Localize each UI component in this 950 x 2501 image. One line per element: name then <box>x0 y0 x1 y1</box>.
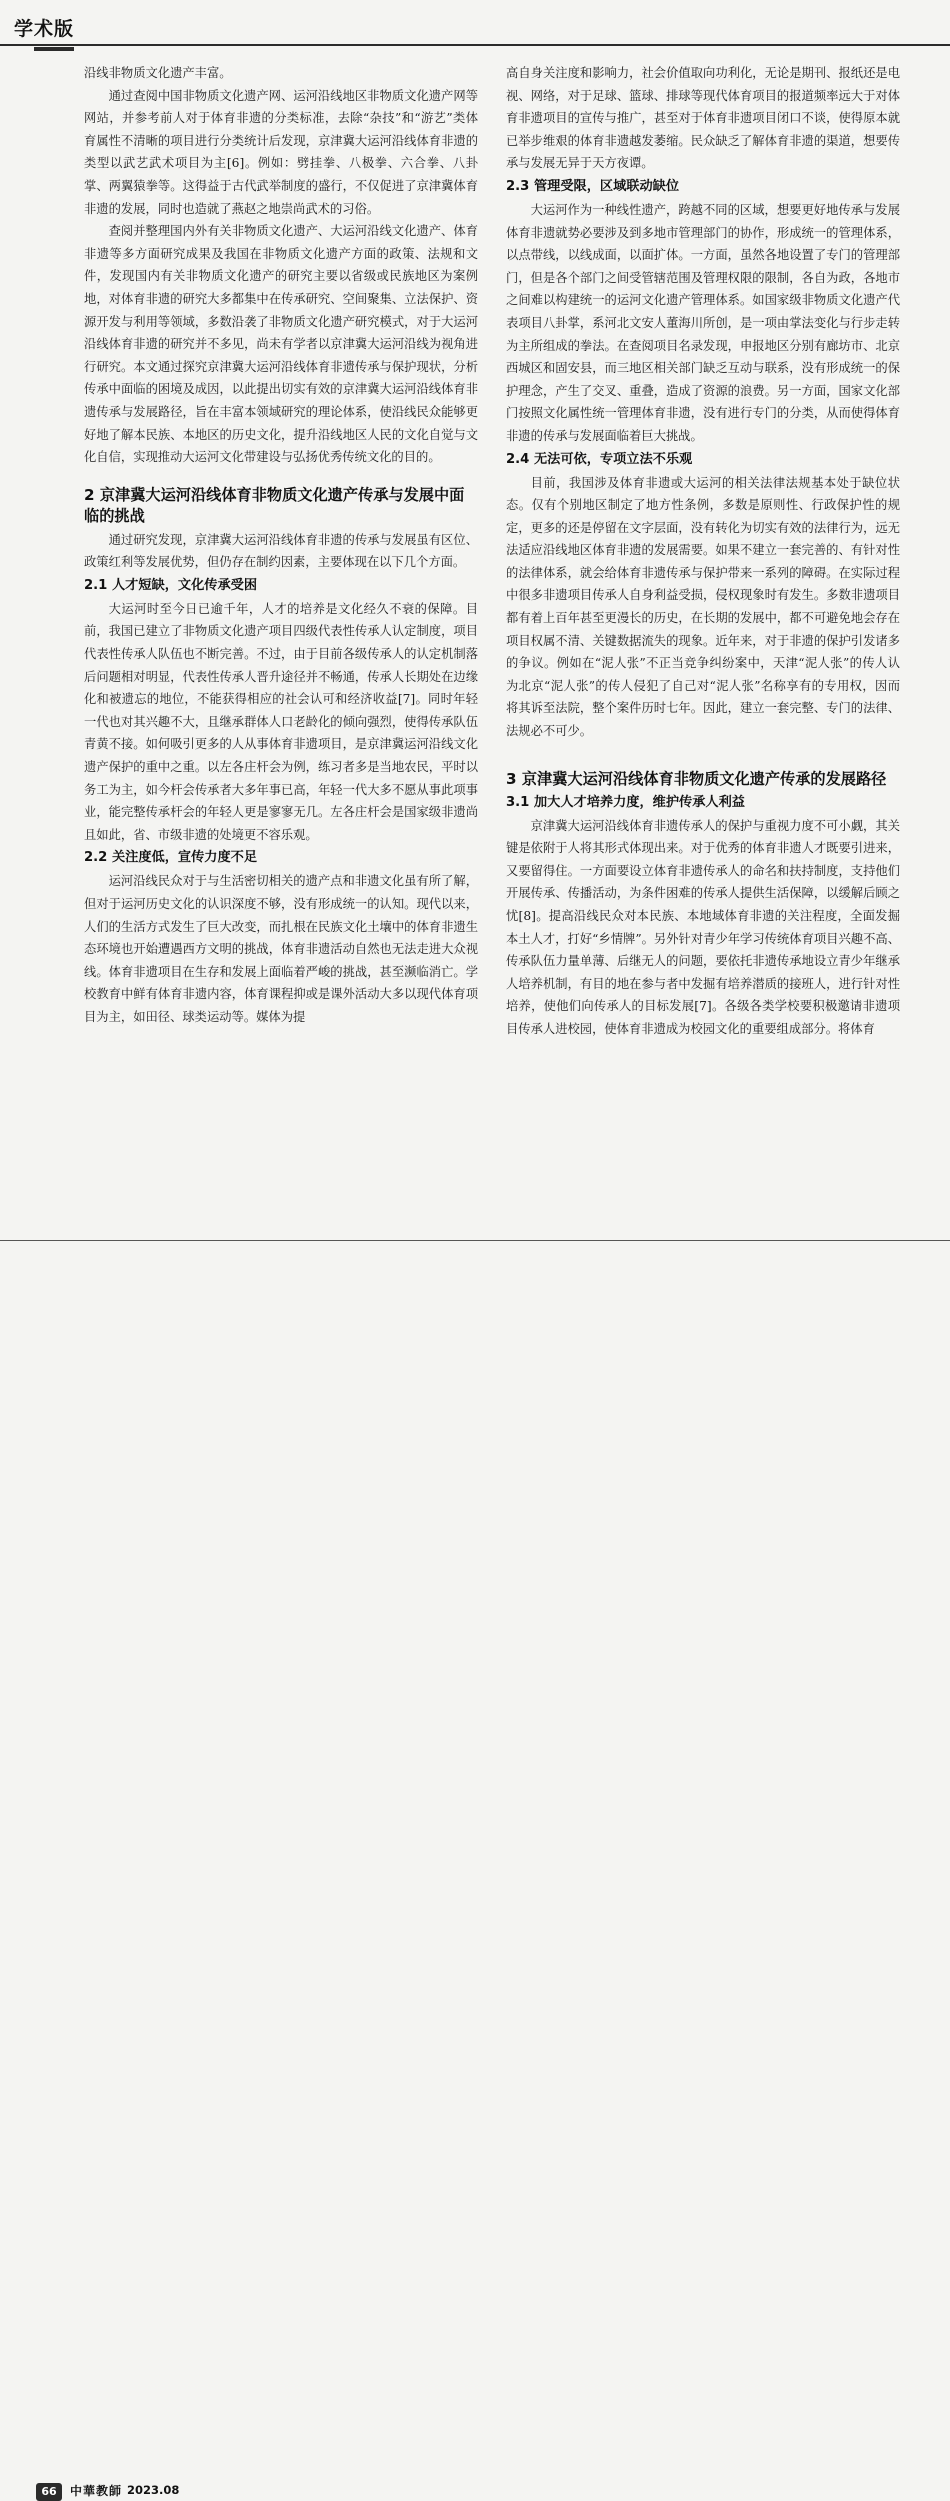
paragraph: 大运河作为一种线性遗产，跨越不同的区域，想要更好地传承与发展体育非遗就势必要涉及到多地市管理部门的协作，形成统一的管理体系，以点带线，以线成面，以面扩体。一方面，虽然各地设置了专门的管理部门，但是各个部门之间受管辖范围及管理权限的限制，各自为政，各地市之间难以构建统一的运河文化遗产管理体系。如国家级非物质文化遗产代表项目八卦掌，系河北文安人董海川所创，是一项由掌法变化与行步走转为主所组成的拳法。在查阅项目名录发现，申报地区分别有廊坊市、北京西城区和固安县，而三地区相关部门缺乏互动与联系，没有形成统一的保护理念，产生了交叉、重叠，造成了资源的浪费。另一方面，国家文化部门按照文化属性统一管理体育非遗，没有进行专门的分类，从而使得体育非遗的传承与发展面临着巨大挑战。 <box>506 202 900 443</box>
paragraph: 通过查阅中国非物质文化遗产网、运河沿线地区非物质文化遗产网等网站，并参考前人对于体育非遗的分类标准，去除“杂技”和“游艺”类体育属性不清晰的项目进行分类统计后发现，京津冀大运河沿线体育非遗的类型以武艺武术项目为主[6]。例如：劈挂拳、八极拳、六合拳、八卦掌、两翼猿拳等。这得益于古代武举制度的盛行，不仅促进了京津冀体育非遗的发展，同时也造就了燕赵之地崇尚武术的习俗。 <box>84 88 478 216</box>
left-column <box>84 62 478 1029</box>
subsection-heading: 3.1 加大人才培养力度，维护传承人利益 <box>506 794 745 810</box>
subsection-heading: 2.3 管理受限，区域联动缺位 <box>506 178 680 194</box>
paragraph: 通过研究发现，京津冀大运河沿线体育非遗的传承与发展虽有区位、政策红利等发展优势，但仍存在制约因素，主要体现在以下几个方面。 <box>84 532 478 570</box>
page-header <box>0 0 950 44</box>
header-rule-accent <box>34 47 74 51</box>
page-number: 66 <box>36 2483 62 2501</box>
paragraph: 沿线非物质文化遗产丰富。 <box>84 66 232 80</box>
page-footer <box>0 1236 950 2498</box>
journal-name: 中華教師 <box>70 2484 123 2498</box>
paragraph: 京津冀大运河沿线体育非遗传承人的保护与重视力度不可小觑，其关键是依附于人将其形式体现出来。对于优秀的体育非遗人才既要引进来，又要留得住。一方面要设立体育非遗传承人的命名和扶持制度，支持他们开展传承、传播活动，为条件困难的传承人提供生活保障，以缓解后顾之忧[8]。提高沿线民众对本民族、本地域体育非遗的关注程度，全面发掘本土人才，打好“乡情牌”。另外针对青少年学习传统体育项目兴趣不高、传承队伍力量单薄、后继无人的问题，要依托非遗传承地设立青少年继承人培养机制，有目的地在参与者中发掘有培养潜质的接班人，进行针对性培养，使他们向传承人的目标发展[7]。各级各类学校要积极邀请非遗项目传承人进校园，使体育非遗成为校园文化的重要组成部分。将体育 <box>506 818 900 1036</box>
subsection-heading: 2.2 关注度低，宣传力度不足 <box>84 850 258 866</box>
issue-date: 2023.08 <box>127 2483 180 2497</box>
paragraph: 大运河时至今日已逾千年，人才的培养是文化经久不衰的保障。目前，我国已建立了非物质文化遗产项目四级代表性传承人认定制度，项目代表性传承人队伍也不断完善。不过，由于目前各级传承人的认定机制落后问题相对明显，代表性传承人晋升途径并不畅通，传承人长期处在边缘化和被遗忘的地位，不能获得相应的社会认可和经济收益[7]。同时年轻一代也对其兴趣不大，且继承群体人口老龄化的倾向强烈，使得传承队伍青黄不接。如何吸引更多的人从事体育非遗项目，是京津冀运河沿线文化遗产保护的重中之重。以左各庄杆会为例，练习者多是当地农民，平时以务工为主，如今杆会传承者大多年事已高，年轻一代大多不愿从事此项事业，能完整传承杆会的年轻人更是寥寥无几。左各庄杆会是国家级非遗尚且如此，省、市级非遗的处境更不容乐观。 <box>84 601 478 842</box>
section-tag: 学术版 <box>14 18 75 40</box>
paragraph: 高自身关注度和影响力，社会价值取向功利化，无论是期刊、报纸还是电视、网络，对于足球、篮球、排球等现代体育项目的报道频率远大于对体育非遗项目的宣传与推广，甚至对于体育非遗项目闭口不谈，使得原本就已举步维艰的体育非遗越发萎缩。民众缺乏了解体育非遗的渠道，想要传承与发展无异于天方夜谭。 <box>506 66 900 171</box>
right-column <box>506 62 900 1041</box>
section-heading: 2 京津冀大运河沿线体育非物质文化遗产传承与发展中面临的挑战 <box>84 485 465 525</box>
section-heading: 3 京津冀大运河沿线体育非物质文化遗产传承的发展路径 <box>506 769 887 788</box>
header-rule <box>0 44 950 46</box>
paragraph: 运河沿线民众对于与生活密切相关的遗产点和非遗文化虽有所了解，但对于运河历史文化的认识深度不够，没有形成统一的认知。现代以来，人们的生活方式发生了巨大改变，而扎根在民族文化土壤中的体育非遗生态环境也开始遭遇西方文明的挑战，体育非遗活动自然也无法走进大众视线。体育非遗项目在生存和发展上面临着严峻的挑战，甚至濒临消亡。学校教育中鲜有体育非遗内容，体育课程抑或是课外活动大多以现代体育项目为主，如田径、球类运动等。媒体为提 <box>84 874 478 1024</box>
paragraph: 目前，我国涉及体育非遗或大运河的相关法律法规基本处于缺位状态。仅有个别地区制定了地方性条例，多数是原则性、行政保护性的规定，更多的还是停留在文字层面，没有转化为切实有效的法律行为，远无法适应沿线地区体育非遗的发展需要。如果不建立一套完善的、有针对性的法律体系，就会给体育非遗传承与保护带来一系列的障碍。在实际过程中很多非遗项目传承人自身利益受损，侵权现象时有发生。多数非遗项目都有着上百年甚至更漫长的历史，在长期的发展中，都不可避免地会存在项目权属不清、关键数据流失的现象。近年来，对于非遗的保护引发诸多的争议。例如在“泥人张”不正当竞争纠纷案中，天津“泥人张”的传人认为北京“泥人张”的传人侵犯了自己对“泥人张”名称享有的专用权，因而将其诉至法院，整个案件历时七年。因此，建立一套完整、专门的法律、法规必不可少。 <box>506 475 900 739</box>
subsection-heading: 2.4 无法可依，专项立法不乐观 <box>506 451 693 467</box>
paragraph: 查阅并整理国内外有关非物质文化遗产、大运河沿线文化遗产、体育非遗等多方面研究成果及我国在非物质文化遗产方面的政策、法规和文件，发现国内有关非物质文化遗产的研究主要以省级或民族地区为案例地，对体育非遗的研究大多都集中在传承研究、空间聚集、立法保护、资源开发与利用等领域，多数沿袭了非物质文化遗产研究模式，对于大运河沿线体育非遗的研究并不多见，尚未有学者以京津冀大运河沿线为视角进行研究。本文通过探究京津冀大运河沿线体育非遗传承与保护现状，分析传承中面临的困境及成因，以此提出切实有效的京津冀大运河沿线体育非遗传承与发展路径，旨在丰富本领域研究的理论体系，使沿线民众能够更好地了解本民族、本地区的历史文化，提升沿线地区人民的文化自觉与文化自信，实现推动大运河文化带建设与弘扬优秀传统文化的目的。 <box>84 224 478 465</box>
subsection-heading: 2.1 人才短缺，文化传承受困 <box>84 577 258 593</box>
